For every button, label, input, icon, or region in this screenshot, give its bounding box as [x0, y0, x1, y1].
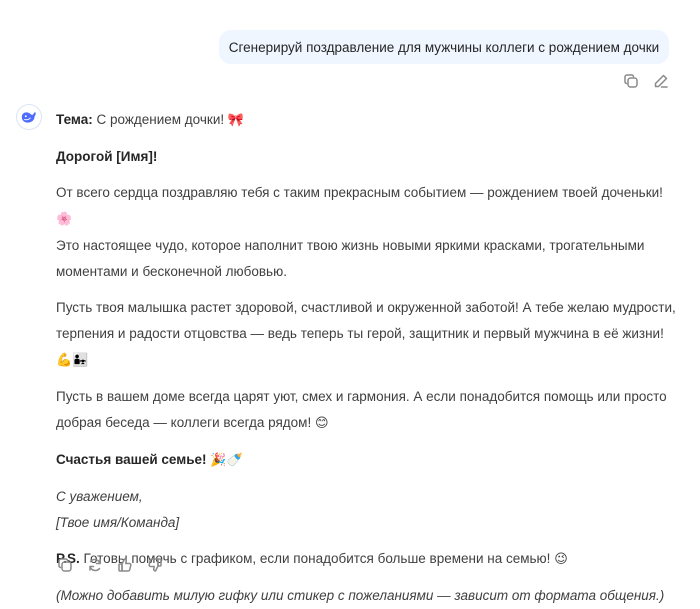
- pencil-icon: [653, 73, 669, 89]
- smile-icon: 😊: [314, 416, 329, 431]
- whale-logo-icon: [21, 110, 37, 124]
- topic-label: Тема:: [56, 112, 93, 127]
- blossom-icon: 🌸: [56, 212, 73, 227]
- thumbs-down-icon: [147, 557, 163, 573]
- assistant-avatar: [16, 104, 42, 130]
- user-message-bubble: [219, 30, 669, 64]
- user-message-actions: [622, 72, 670, 90]
- signature-line-1: С уважением,: [56, 489, 143, 504]
- wish-line: Счастья вашей семье! 🎉🍼: [56, 452, 243, 468]
- assistant-message-actions: [56, 556, 164, 574]
- user-message-text: Сгенерируй поздравление для мужчины коллеги с рождением дочки: [228, 39, 660, 55]
- thumbs-up-icon: [117, 557, 133, 573]
- paragraph-1: От всего сердца поздравляю тебя с таким прекрасным событием — рождением твоей доченьки! 🌸 Это настоящее чудо, которое наполнит твою жизнь новыми яркими красками, трогательными моментами и бесконечной любовью.: [56, 185, 663, 279]
- topic-line: [56, 107, 676, 134]
- regenerate-button[interactable]: [86, 556, 104, 574]
- copy-icon: [57, 557, 73, 573]
- refresh-icon: [87, 557, 103, 573]
- copy-user-message-button[interactable]: [622, 72, 640, 90]
- ribbon-icon: 🎀: [227, 113, 245, 128]
- copy-icon: [623, 73, 639, 89]
- note-line: (Можно добавить милую гифку или стикер с пожеланиями — зависит от формата общения.): [56, 588, 665, 603]
- dislike-button[interactable]: [146, 556, 164, 574]
- ps-line: P.S. Готовы помочь с графиком, если понадобится больше времени на семью! 😉: [56, 551, 568, 567]
- topic-text: С рождением дочки!: [92, 112, 228, 127]
- edit-user-message-button[interactable]: [652, 72, 670, 90]
- assistant-message: [56, 107, 676, 609]
- copy-response-button[interactable]: [56, 556, 74, 574]
- greeting: Дорогой [Имя]!: [56, 149, 158, 164]
- paragraph-2: Пусть твоя малышка растет здоровой, счастливой и окруженной заботой! А тебе желаю мудрости, терпения и радости отцовства — ведь теперь ты герой, защитник и первый мужчина в её жизни! 💪👨‍👧: [56, 300, 676, 368]
- paragraph-3: Пусть в вашем доме всегда царят уют, смех и гармония. А если понадобится помощь или просто добрая беседа — коллеги всегда рядом! 😊: [56, 389, 667, 431]
- signature-line-2: [Твое имя/Команда]: [56, 515, 180, 530]
- like-button[interactable]: [116, 556, 134, 574]
- wink-icon: 😉: [554, 552, 568, 567]
- flexed-biceps-family-icon: 💪👨‍👧: [56, 353, 89, 368]
- party-bottle-icon: 🎉🍼: [210, 453, 243, 468]
